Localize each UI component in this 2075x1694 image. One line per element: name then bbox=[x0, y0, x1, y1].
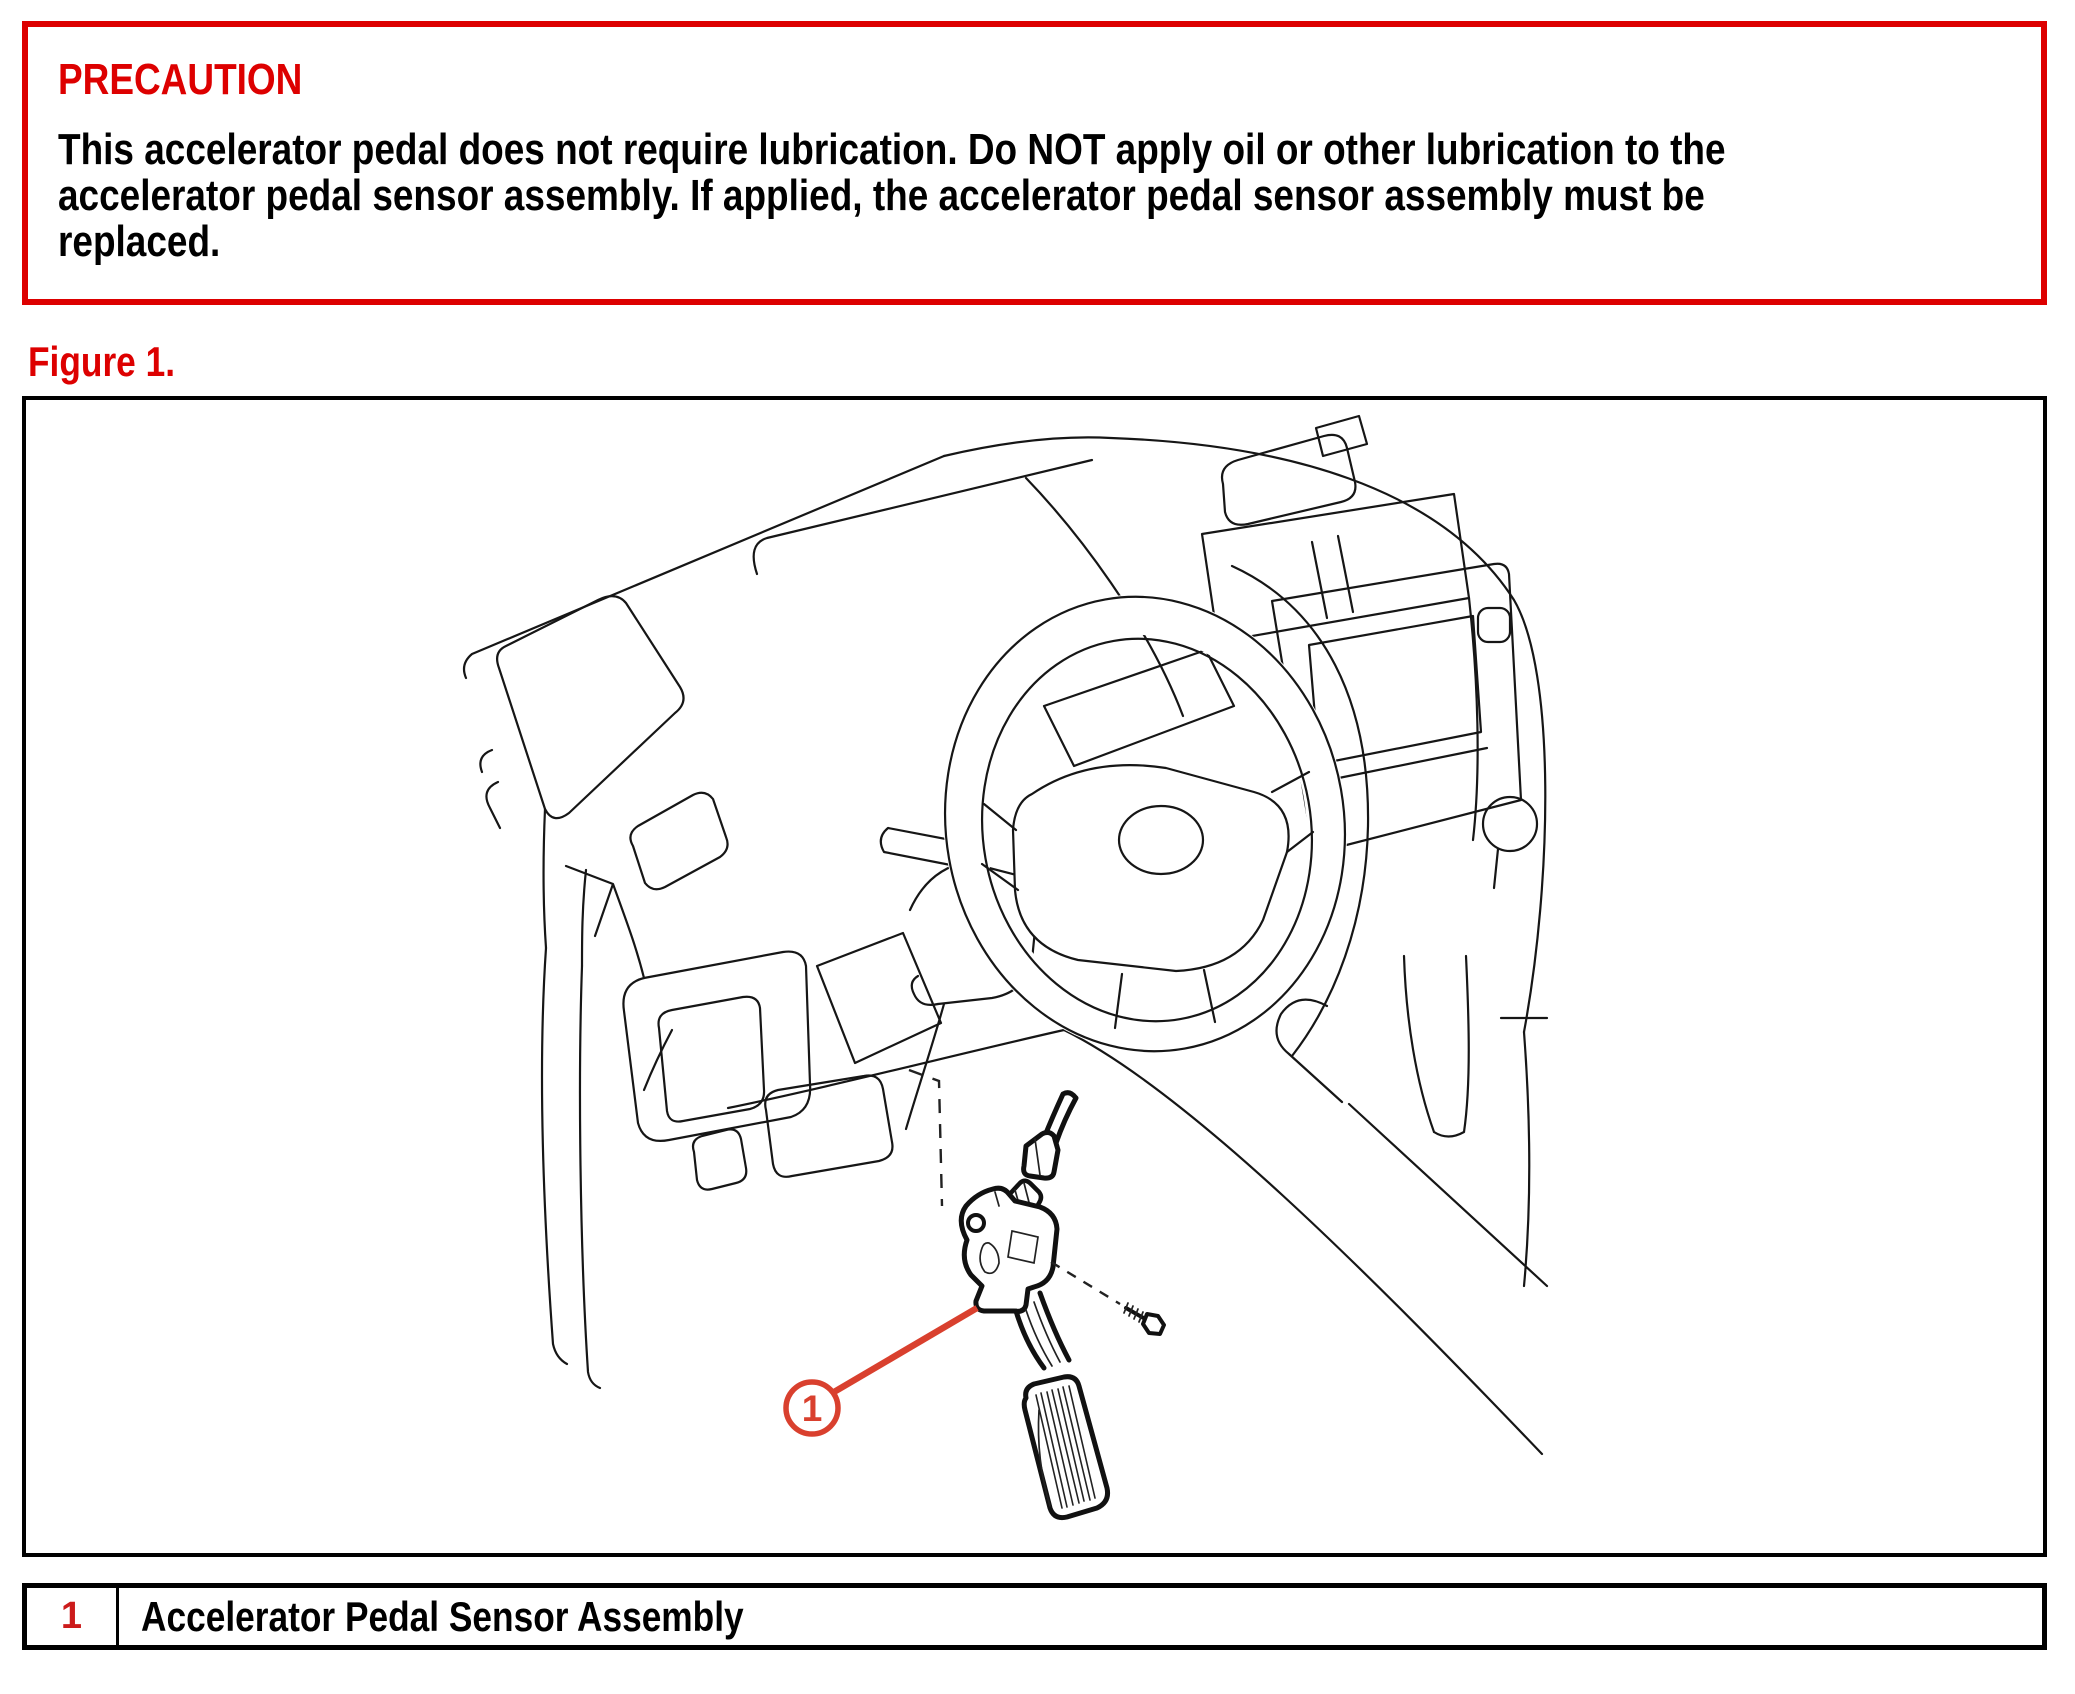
callout-1 bbox=[786, 1308, 977, 1434]
console-knob-small bbox=[1478, 608, 1510, 642]
precaution-box bbox=[22, 21, 2047, 305]
callout-number: 1 bbox=[801, 1388, 823, 1429]
console-knob-large bbox=[1483, 797, 1537, 851]
figure-caption-text: Figure 1. bbox=[28, 338, 176, 385]
precaution-line-1: This accelerator pedal does not require lubrication. Do NOT apply oil or other lubrication to the bbox=[58, 125, 1726, 174]
connector-drawing bbox=[1024, 1132, 1058, 1178]
precaution-line-3: replaced. bbox=[58, 217, 221, 266]
figure-caption bbox=[28, 338, 203, 386]
steering-wheel-hub bbox=[1119, 806, 1203, 874]
precaution-title bbox=[58, 55, 349, 105]
part-number-cell bbox=[27, 1588, 119, 1645]
figure-1-box bbox=[22, 396, 2047, 1557]
part-number: 1 bbox=[60, 1595, 83, 1637]
precaution-line-2: accelerator pedal sensor assembly. If applied, the accelerator pedal sensor assembly must be bbox=[58, 171, 1705, 220]
precaution-title-text: PRECAUTION bbox=[58, 55, 303, 104]
dashed-leader-vertical bbox=[909, 1070, 942, 1206]
parts-table bbox=[22, 1583, 2047, 1650]
callout-leader-line bbox=[834, 1308, 977, 1392]
center-console bbox=[1202, 416, 1547, 1137]
gear-shifter bbox=[1277, 1000, 1343, 1102]
precaution-body bbox=[58, 127, 2043, 265]
screw-drawing bbox=[1124, 1303, 1164, 1334]
pedal-assembly-drawing bbox=[961, 1093, 1164, 1518]
car-interior-line-art bbox=[26, 400, 2043, 1553]
dashed-leader-screw bbox=[1051, 1262, 1120, 1304]
steering-wheel bbox=[909, 565, 1380, 1083]
part-name: Accelerator Pedal Sensor Assembly bbox=[141, 1592, 744, 1640]
instrument-cluster bbox=[1044, 650, 1234, 766]
part-name-cell bbox=[119, 1588, 2042, 1645]
